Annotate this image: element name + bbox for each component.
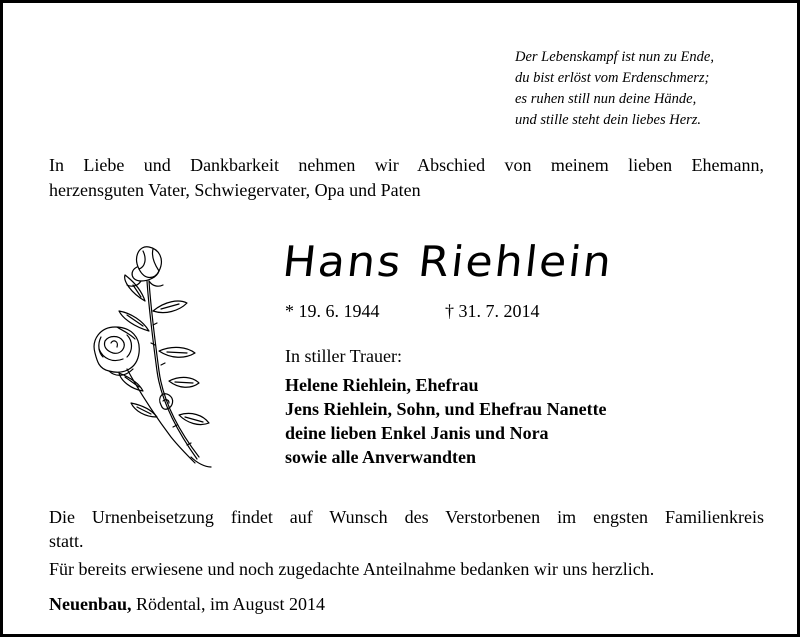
poem-line: und stille steht dein liebes Herz. xyxy=(515,112,702,128)
poem-line: du bist erlöst vom Erdenschmerz; xyxy=(515,70,710,86)
place-town: Neuenbau, xyxy=(49,594,132,614)
mourner-entry: Helene Riehlein, Ehefrau xyxy=(285,375,479,395)
mourning-label: In stiller Trauer: xyxy=(285,346,402,366)
deceased-name: Hans Riehlein xyxy=(280,237,616,286)
death-date: † 31. 7. 2014 xyxy=(445,301,540,321)
mourner-entry: sowie alle Anverwandten xyxy=(285,447,476,467)
mourner-entry: deine lieben Enkel Janis und Nora xyxy=(285,423,549,443)
poem-line: es ruhen still nun deine Hände, xyxy=(515,91,697,107)
mourner-entry: Jens Riehlein, Sohn, und Ehefrau Nanette xyxy=(285,399,607,419)
poem-line: Der Lebenskampf ist nun zu Ende, xyxy=(515,49,714,65)
rose-illustration-icon xyxy=(87,241,227,473)
burial-line-1: Die Urnenbeisetzung findet auf Wunsch des Verstorbenen im engsten Familienkreis xyxy=(49,507,764,527)
intro-line-1: In Liebe und Dankbarkeit nehmen wir Abschied von meinem lieben Ehemann, xyxy=(49,155,764,175)
place-rest: Rödental, im August 2014 xyxy=(131,594,326,614)
thanks-text: Für bereits erwiesene und noch zugedachte Anteilnahme bedanken wir uns herzlich. xyxy=(49,559,655,579)
burial-line-2: statt. xyxy=(49,531,84,551)
intro-line-2: herzensguten Vater, Schwiegervater, Opa und Paten xyxy=(49,180,421,200)
mourners-list xyxy=(285,373,607,469)
birth-date: * 19. 6. 1944 xyxy=(285,301,380,321)
place-and-date xyxy=(49,594,325,615)
memorial-poem xyxy=(515,47,785,131)
burial-notice xyxy=(49,505,764,553)
